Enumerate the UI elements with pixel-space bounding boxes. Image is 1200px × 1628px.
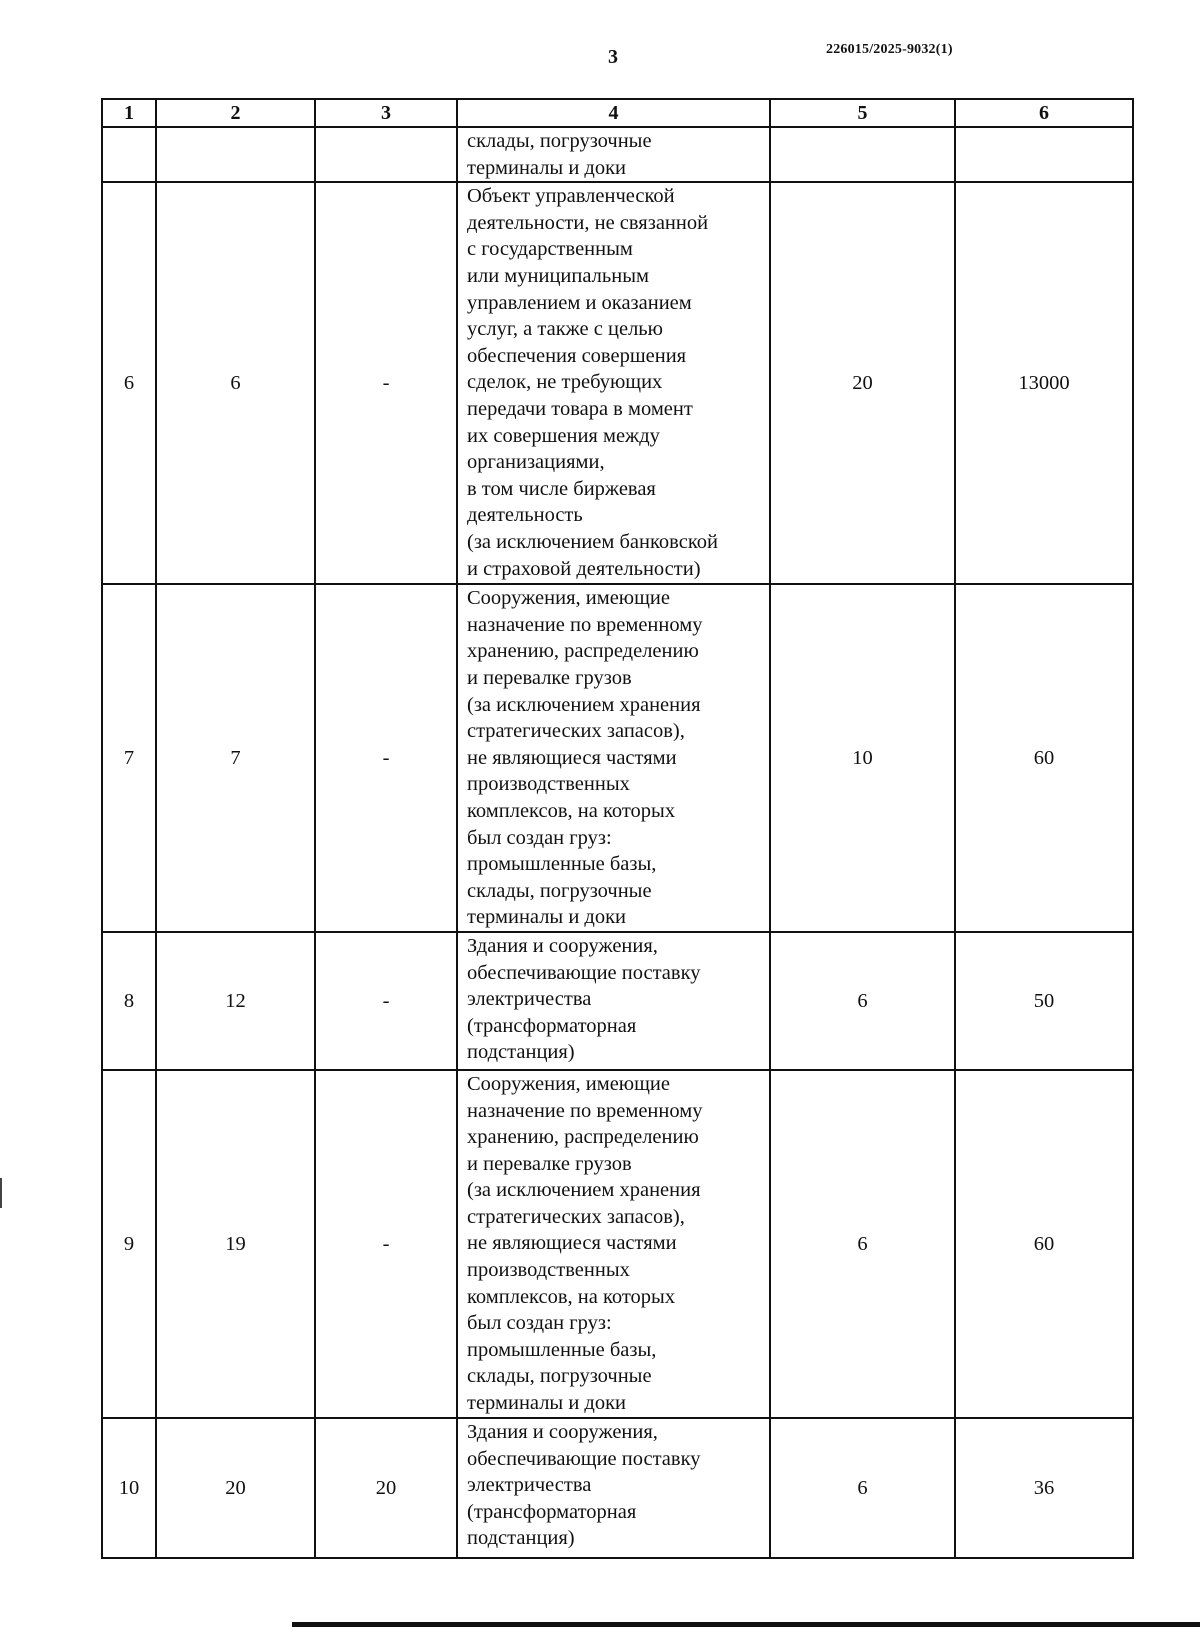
cell-description: Здания и сооружения, обеспечивающие поставку электричества (трансформаторная подстанция) (457, 932, 770, 1070)
cell-col-5: 20 (770, 182, 955, 584)
scan-bottom-edge (292, 1622, 1200, 1627)
cell-row-number (102, 127, 156, 182)
cell-row-number: 9 (102, 1070, 156, 1418)
cell-col-2: 7 (156, 584, 315, 932)
table-row (102, 932, 1133, 1070)
cell-row-number: 6 (102, 182, 156, 584)
cell-description: Объект управленческой деятельности, не связанной с государственным или муниципальным управлением и оказанием услуг, а также с целью обеспечения совершения сделок, не требующих передачи товара в момент их совершения между организациями, в том числе биржевая деятельность (за исключением банковской и страховой деятельности) (457, 182, 770, 584)
cell-col-3: - (315, 932, 457, 1070)
cell-col-2: 12 (156, 932, 315, 1070)
header-col-1: 1 (102, 99, 156, 127)
cell-col-3: 20 (315, 1418, 457, 1558)
page-number: 3 (608, 46, 618, 68)
cell-col-6: 36 (955, 1418, 1133, 1558)
cell-col-2 (156, 127, 315, 182)
cell-col-3: - (315, 584, 457, 932)
table-row (102, 127, 1133, 182)
cell-col-6: 60 (955, 1070, 1133, 1418)
cell-description: Здания и сооружения, обеспечивающие поставку электричества (трансформаторная подстанция) (457, 1418, 770, 1558)
cell-description: Сооружения, имеющие назначение по временному хранению, распределению и перевалке грузов (за исключением хранения стратегических запасов), не являющиеся частями производственных комплексов, на которых был создан груз: промышленные базы, склады, погрузочные терминалы и доки (457, 1070, 770, 1418)
cell-col-5: 6 (770, 1418, 955, 1558)
table-row (102, 584, 1133, 932)
table-row (102, 1418, 1133, 1558)
cell-col-5: 6 (770, 1070, 955, 1418)
cell-col-5: 6 (770, 932, 955, 1070)
cell-col-5 (770, 127, 955, 182)
cell-col-6: 60 (955, 584, 1133, 932)
cell-row-number: 8 (102, 932, 156, 1070)
cell-col-2: 20 (156, 1418, 315, 1558)
header-row (102, 99, 1133, 127)
cell-col-2: 6 (156, 182, 315, 584)
header-col-2: 2 (156, 99, 315, 127)
cell-description: склады, погрузочные терминалы и доки (457, 127, 770, 182)
header-col-3: 3 (315, 99, 457, 127)
cell-col-6 (955, 127, 1133, 182)
cell-col-2: 19 (156, 1070, 315, 1418)
cell-col-3: - (315, 1070, 457, 1418)
scan-margin-mark (0, 1178, 2, 1208)
cell-col-6: 13000 (955, 182, 1133, 584)
register-table (101, 98, 1134, 1559)
header-col-4: 4 (457, 99, 770, 127)
table-row (102, 182, 1133, 584)
cell-col-5: 10 (770, 584, 955, 932)
header-col-5: 5 (770, 99, 955, 127)
cell-description: Сооружения, имеющие назначение по временному хранению, распределению и перевалке грузов (за исключением хранения стратегических запасов), не являющиеся частями производственных комплексов, на которых был создан груз: промышленные базы, склады, погрузочные терминалы и доки (457, 584, 770, 932)
cell-row-number: 10 (102, 1418, 156, 1558)
cell-row-number: 7 (102, 584, 156, 932)
header-col-6: 6 (955, 99, 1133, 127)
document-id: 226015/2025-9032(1) (826, 42, 953, 57)
cell-col-3: - (315, 182, 457, 584)
cell-col-6: 50 (955, 932, 1133, 1070)
cell-col-3 (315, 127, 457, 182)
table-row (102, 1070, 1133, 1418)
